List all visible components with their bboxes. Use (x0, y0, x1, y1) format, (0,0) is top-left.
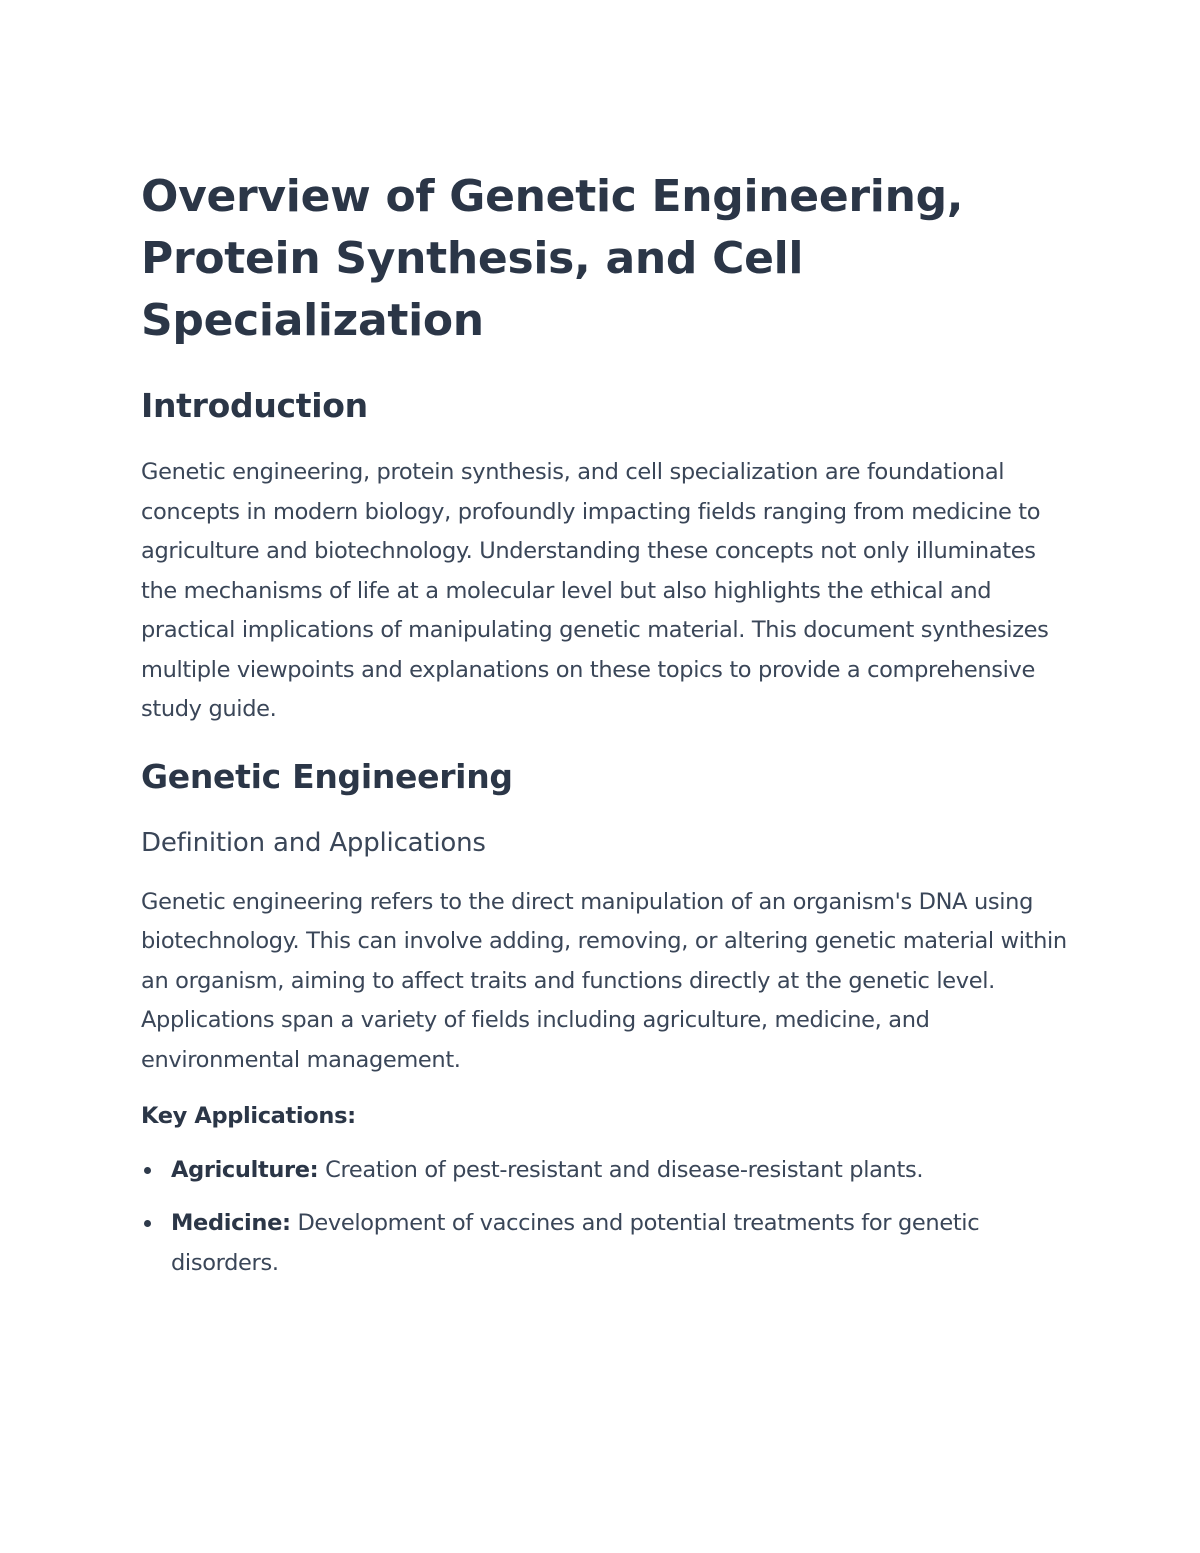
genetic-engineering-heading: Genetic Engineering (141, 756, 513, 796)
introduction-paragraph: Genetic engineering, protein synthesis, and cell specialization are foundational concepts in modern biology, profoundly impacting fields ranging from medicine to agriculture and biotechnology. Understanding these concepts not only illuminates the mechanisms of life at a molecular level but also highlights the ethical and practical implications of manipulating genetic material. This document synthesizes multiple viewpoints and explanations on these topics to provide a comprehensive study guide. (141, 459, 1049, 722)
definition-applications-heading: Definition and Applications (141, 827, 486, 858)
application-text: Development of vaccines and potential treatments for genetic disorders. (171, 1210, 980, 1276)
applications-list (141, 1151, 1071, 1284)
definition-paragraph: Genetic engineering refers to the direct manipulation of an organism's DNA using biotechnology. This can involve adding, removing, or altering genetic material within an organism, aiming to affect traits and functions directly at the genetic level. Applications span a variety of fields including agriculture, medicine, and environmental management. (141, 888, 1067, 1073)
document-page (141, 166, 1071, 1297)
bullet-icon (144, 1167, 151, 1174)
bullet-icon (144, 1220, 151, 1227)
application-term: Agriculture: (171, 1156, 319, 1183)
list-item (141, 1204, 1071, 1283)
introduction-heading: Introduction (141, 386, 368, 425)
document-title: Overview of Genetic Engineering, Protein Synthesis, and Cell Specialization (141, 171, 964, 346)
application-term: Medicine: (171, 1210, 291, 1236)
application-text: Creation of pest-resistant and disease-resistant plants. (318, 1156, 924, 1183)
key-applications-label: Key Applications: (141, 1103, 356, 1129)
list-item (141, 1151, 1071, 1191)
